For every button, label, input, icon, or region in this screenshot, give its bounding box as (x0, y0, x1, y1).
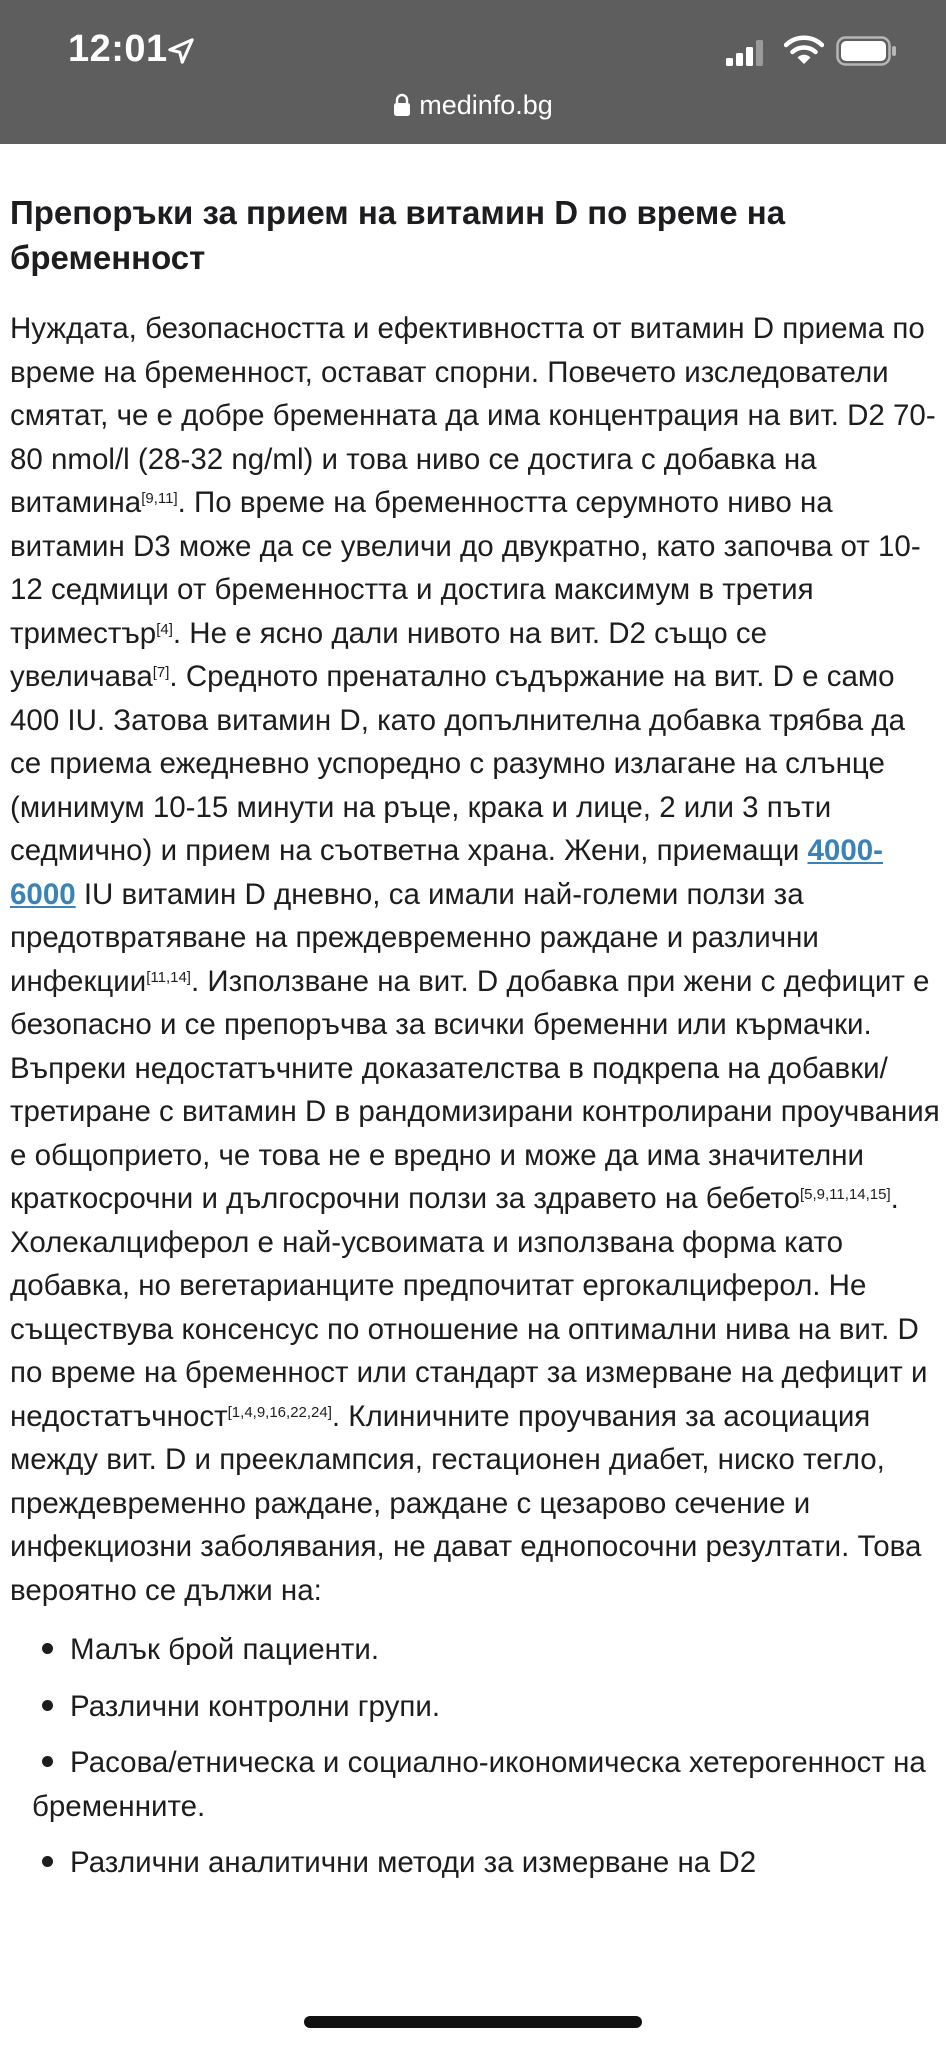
paragraph-text: . Средното пренатално съдържание на вит. D е само 400 IU. Затова витамин D, като допълнителна добавка трябва да се приема ежедневно успоредно с разумно излагане на слънце (минимум 10-15 минути на ръце, крака и лице, 2 или 3 пъти седмично) и прием на съответна храна. Жени, приемащи (10, 660, 906, 867)
status-bar (0, 0, 946, 144)
dosage-link[interactable]: 4000-6000 (10, 834, 883, 911)
list-item-text: Расова/етническа и социално-икономическа хетерогенност на бременните. (32, 1746, 926, 1823)
article-paragraph (10, 307, 940, 1612)
reference-citation: [11,14] (146, 968, 191, 986)
list-item-text: Различни аналитични методи за измерване на D2 (70, 1846, 757, 1879)
battery-icon (836, 36, 898, 66)
list-item (10, 1841, 940, 1885)
reference-citation: [5,9,11,14,15] (799, 1186, 891, 1203)
url-text: medinfo.bg (419, 90, 553, 120)
list-item (10, 1685, 940, 1729)
list-item-text: Различни контролни групи. (70, 1689, 441, 1723)
location-arrow-icon (166, 36, 196, 66)
paragraph-text: . По време на бременността серумното ниво на витамин D3 може да се увеличи до двукратно, като започва от 10-12 седмици от бременността и достига максимум в третия триместър (10, 486, 921, 650)
list-item (10, 1628, 940, 1672)
lock-icon (393, 93, 411, 117)
home-indicator[interactable] (304, 2016, 642, 2028)
bullet-icon (42, 1756, 53, 1767)
reasons-list (10, 1628, 940, 1885)
paragraph-text: IU витамин D дневно, са имали най-големи ползи за предотвратяване на преждевременно раждане и различни инфекции (10, 877, 819, 998)
list-item-text: Малък брой пациенти. (70, 1633, 380, 1666)
bullet-icon (42, 1700, 53, 1711)
paragraph-text: . Клиничните проучвания за асоциация между вит. D и прееклампсия, гестационен диабет, ниско тегло, преждевременно раждане, раждане с цезарово сечение и инфекциозни заболявания, не дават еднопосочни резултати. Това вероятно се дължи на: (10, 1399, 922, 1607)
paragraph-text: . Не е ясно дали нивото на вит. D2 също се увеличава (10, 616, 768, 693)
article-title: Препоръки за прием на витамин D по време на бременност (10, 194, 786, 276)
reference-citation: [1,4,9,16,22,24] (227, 1403, 332, 1421)
cellular-signal-icon (726, 40, 766, 66)
paragraph-text: . Използване на вит. D добавка при жени с дефицит е безопасно и се препоръчва за всички бременни или кърмачки. Въпреки недостатъчните доказателства в подкрепа на добавки/третиране с витамин D в рандомизирани контролирани проучвания е общоприето, че това не е вредно и може да има значителни краткосрочни и дългосрочни ползи за здравето на бебето (10, 964, 940, 1215)
reference-citation: [9,11] (141, 490, 178, 507)
url-bar[interactable] (0, 90, 946, 126)
reference-citation: [7] (152, 664, 170, 681)
bullet-icon (42, 1856, 53, 1867)
reference-citation: [4] (156, 620, 173, 638)
list-item (10, 1741, 940, 1828)
paragraph-text: . Холекалциферол е най-усвоимата и използвана форма като добавка, но вегетарианците предпочитат ергокалциферол. Не съществува консенсус по отношение на оптимални нива на вит. D по време на бременност или стандарт за измерване на дефицит и недостатъчност (10, 1182, 928, 1433)
bullet-icon (42, 1643, 53, 1654)
wifi-icon (784, 34, 824, 66)
article (10, 190, 940, 1898)
status-time: 12:01 (68, 28, 168, 70)
paragraph-text: Нуждата, безопасността и ефективността от витамин D приема по време на бременност, остават спорни. Повечето изследователи смятат, че е добре бременната да има концентрация на вит. D2 70-80 nmol/l (28-32 ng/ml) и това ниво се достига с добавка на витамина (10, 312, 936, 519)
